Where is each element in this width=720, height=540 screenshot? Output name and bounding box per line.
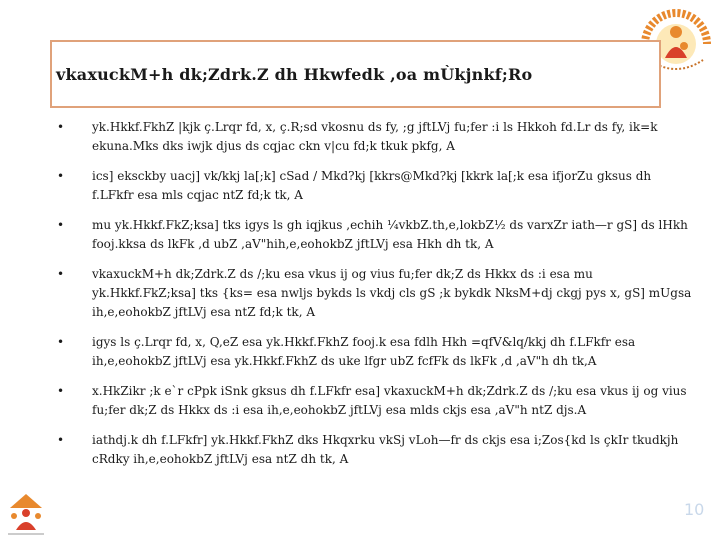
bullet-item xyxy=(55,216,695,254)
bullet-text: vkaxuckM+h dk;Zdrk.Z ds /;ku esa vkus ij og vius fu;fer dk;Z ds Hkkx ds :i esa mu yk.Hkkf.FkZ;ksa] tks {ks= esa nwljs bykds ls vkdj cls gS ;k bykdk NksM+dj ckgj pys x, gS] mUgsa ih,e,eohokbZ jftLVj esa ntZ fd;k tk, A xyxy=(92,267,692,319)
bullet-item xyxy=(55,431,695,469)
bullet-text: mu yk.Hkkf.FkZ;ksa] tks igys ls gh iqjkus ,echih ¼vkbZ.th,e,lokbZ½ ds varxZr iath—r gS] ds lHkh fooj.kksa ds lkFk ,d ubZ ,aV"hih,e,eohokbZ jftLVj esa Hkh dh tk, A xyxy=(92,218,688,251)
bullet-dot: • xyxy=(57,384,65,398)
bullet-item xyxy=(55,167,695,205)
bullet-dot: • xyxy=(57,218,65,232)
bullet-dot: • xyxy=(57,169,65,183)
bullet-item xyxy=(55,333,695,371)
bullet-text: iathdj.k dh f.LFkfr] yk.Hkkf.FkhZ dks Hkqxrku vkSj vLoh—fr ds ckjs esa i;Zos{kd ls çkIr tkudkjh cRdky ih,e,eohokbZ jftLVj esa ntZ dh tk, A xyxy=(92,433,679,466)
bullet-dot: • xyxy=(57,335,65,349)
bullet-dot: • xyxy=(57,267,65,281)
bullet-dot: • xyxy=(57,433,65,447)
bullet-text: x.HkZikr ;k e`r cPpk iSnk gksus dh f.LFkfr esa] vkaxuckM+h dk;Zdrk.Z ds /;ku esa vkus ij og vius fu;fer dk;Z ds Hkkx ds :i esa ih,e,eohokbZ jftLVj esa mlds ckjs esa ,aV"h ntZ djs.A xyxy=(92,384,687,417)
slide-title-box xyxy=(50,40,661,108)
bullet-item xyxy=(55,118,695,156)
bullet-text: igys ls ç.Lrqr fd, x, Q,eZ esa yk.Hkkf.FkhZ fooj.k esa fdlh Hkh =qfV&lq/kkj dh f.LFkfr esa ih,e,eohokbZ jftLVj esa yk.Hkkf.FkhZ ds uke lfgr ubZ fcfFk ds lkFk ,d ,aV"h dh tk,A xyxy=(92,335,636,368)
slide-title: vkaxuckM+h dk;Zdrk.Z dh Hkwfedk ,oa mÙkjnkf;Ro xyxy=(56,64,533,84)
page-number: 10 xyxy=(684,500,705,519)
bullet-item xyxy=(55,382,695,420)
bullet-list xyxy=(55,118,695,480)
ministry-logo-icon xyxy=(2,490,50,536)
bullet-text: ics] eksckby uacj] vk/kkj la[;k] cSad / Mkd?kj [kkrs@Mkd?kj [kkrk la[;k esa ifjorZu gksus dh f.LFkfr esa mls cqjac ntZ fd;k tk, A xyxy=(92,169,652,202)
bullet-text: yk.Hkkf.FkhZ |kjk ç.Lrqr fd, x, ç.R;sd vkosnu ds fy, ;g jftLVj fu;fer :i ls Hkkoh fd.Lr ds fy, ik=k ekuna.Mks dks iwjk djus ds cqjac ckn v|cu fd;k tkuk pkfg, A xyxy=(92,120,658,153)
bullet-item xyxy=(55,265,695,322)
bullet-dot: • xyxy=(57,120,65,134)
